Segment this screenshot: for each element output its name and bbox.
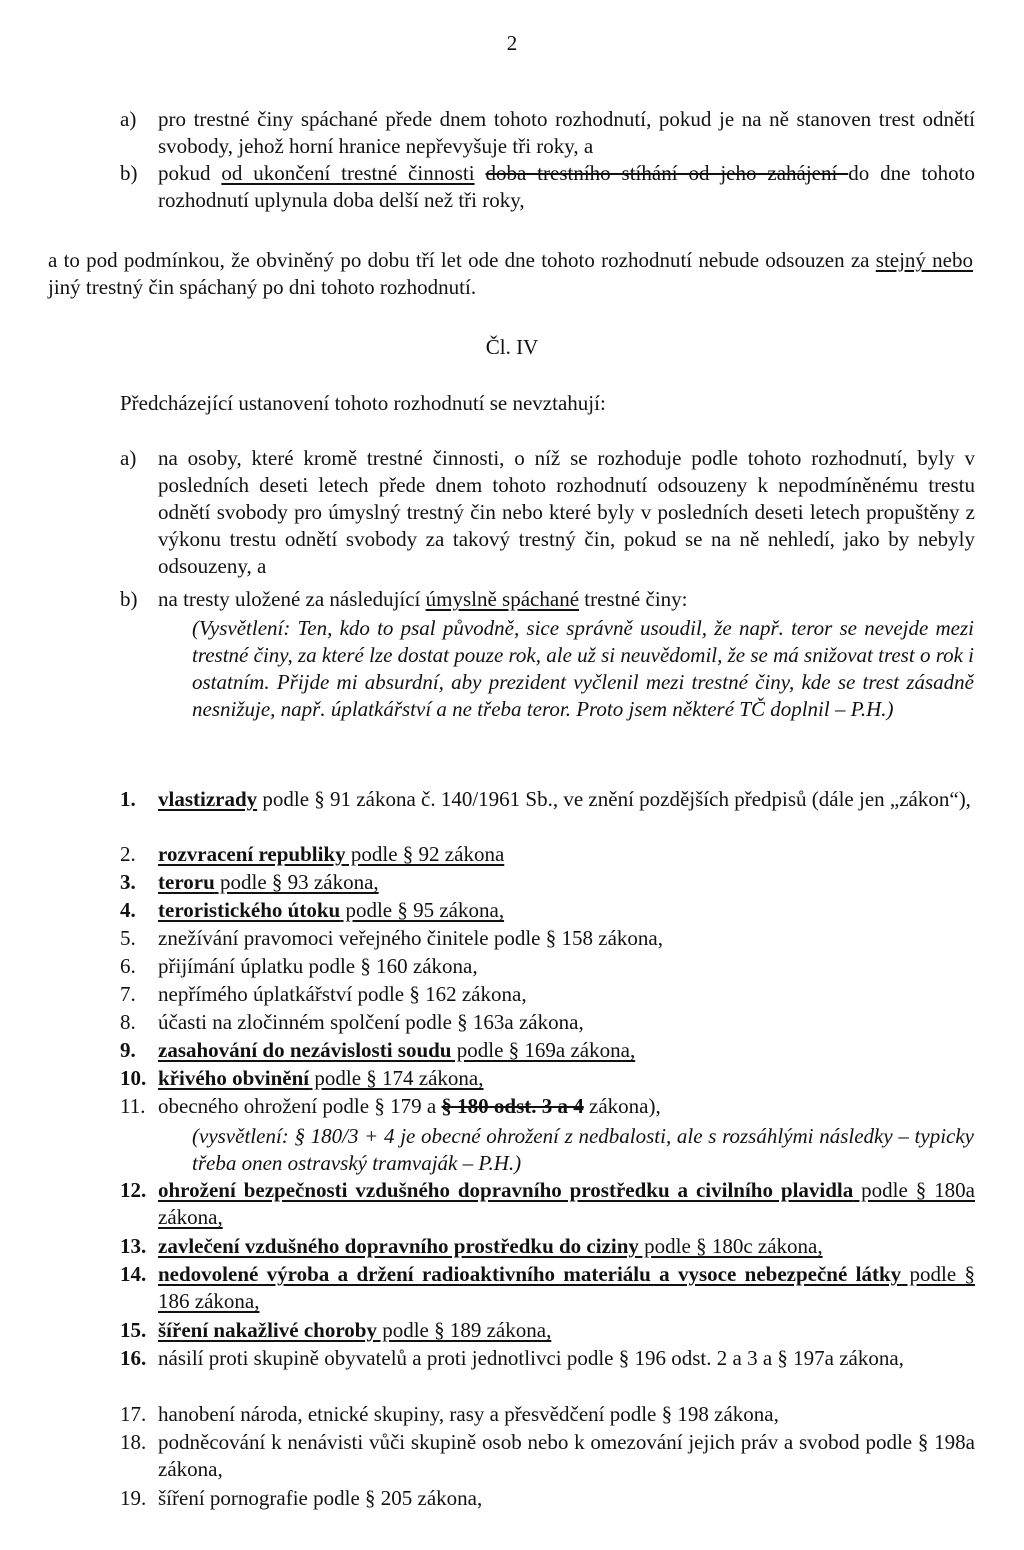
item-text: podněcování k nenávisti vůči skupině osob nebo k omezování jejich práv a svobod podle § 198a zákona, xyxy=(158,1430,975,1481)
inserted-text: stejný nebo xyxy=(875,248,974,272)
item-text: pokud od ukončení trestné činnosti doba trestního stíhání od jeho zahájení do dne tohoto rozhodnutí uplynula doba delší než tři roky, xyxy=(158,161,976,212)
item-text: znežívání pravomoci veřejného činitele podle § 158 zákona, xyxy=(158,926,663,950)
item-number: 1. xyxy=(120,787,136,811)
deleted-text: § 180 odst. 3 a 4 xyxy=(441,1094,584,1118)
item-number: 10. xyxy=(120,1066,147,1090)
item-text: zasahování do nezávislosti soudu podle § 169a zákona, xyxy=(158,1038,636,1062)
inserted-text: úmyslně spáchané xyxy=(425,587,580,611)
item-text: šíření nakažlivé choroby podle § 189 zákona, xyxy=(158,1318,552,1342)
item-text: nepřímého úplatkářství podle § 162 zákona, xyxy=(158,982,527,1006)
item-number: 14. xyxy=(120,1262,147,1286)
list-item xyxy=(120,160,975,214)
item-number: 18. xyxy=(120,1430,147,1454)
item-text: rozvracení republiky podle § 92 zákona xyxy=(158,842,505,866)
page-number: 2 xyxy=(506,31,518,55)
item-number: 19. xyxy=(120,1486,147,1510)
item-number: 3. xyxy=(120,870,136,894)
item-text: nedovolené výroba a držení radioaktivního materiálu a vysoce nebezpečné látky podle § 186 zákona, xyxy=(158,1262,975,1313)
item-number: 9. xyxy=(120,1038,136,1062)
item-text: šíření pornografie podle § 205 zákona, xyxy=(158,1486,483,1510)
explanation-note: (Vysvětlení: Ten, kdo to psal původně, sice správně usoudil, že např. teror se nevejde mezi trestné činy, za které lze dostat pouze rok, ale už si neuvědomil, že se má snižovat trest o rok i ostatním. Přijde mi absurdní, aby prezident vyčlenil mezi trestné činy, kde se trest zásadně nesnižuje, např. úplatkářství a ne třeba teror. Proto jsem některé TČ doplnil – P.H.) xyxy=(192,616,974,721)
condition-paragraph: a to pod podmínkou, že obviněný po dobu tří let ode dne tohoto rozhodnutí nebude odsouzen za stejný nebo jiný trestný čin spáchaný po dni tohoto rozhodnutí. xyxy=(48,248,974,299)
item-label: b) xyxy=(120,161,138,185)
item-text: účasti na zločinném spolčení podle § 163a zákona, xyxy=(158,1010,584,1034)
item-number: 13. xyxy=(120,1234,147,1258)
item-number: 11. xyxy=(120,1094,146,1118)
inserted-text: od ukončení trestné činnosti xyxy=(221,161,475,185)
item-text: křivého obvinění podle § 174 zákona, xyxy=(158,1066,484,1090)
item-text: hanobení národa, etnické skupiny, rasy a přesvědčení podle § 198 zákona, xyxy=(158,1402,779,1426)
item-number: 2. xyxy=(120,842,136,866)
explanation-note: (vysvětlení: § 180/3 + 4 je obecné ohrožení z nedbalosti, ale s rozsáhlými následky – typicky třeba onen ostravský tramvaják – P.H.) xyxy=(192,1124,974,1175)
article-heading: Čl. IV xyxy=(485,335,539,359)
item-number: 5. xyxy=(120,926,136,950)
item-number: 12. xyxy=(120,1178,147,1202)
item-label: a) xyxy=(120,107,137,131)
item-text: na tresty uložené za následující úmyslně spáchané trestné činy: xyxy=(158,587,688,611)
item-text: pro trestné činy spáchané přede dnem tohoto rozhodnutí, pokud je na ně stanoven trest odnětí svobody, jehož horní hranice nepřevyšuje tři roky, a xyxy=(158,107,975,158)
intro-paragraph: Předcházející ustanovení tohoto rozhodnutí se nevztahují: xyxy=(120,391,606,415)
item-text: obecného ohrožení podle § 179 a § 180 odst. 3 a 4 zákona), xyxy=(158,1094,661,1118)
item-text: vlastizrady podle § 91 zákona č. 140/1961 Sb., ve znění pozdějších předpisů (dále jen „zákon“), xyxy=(158,787,971,811)
item-number: 4. xyxy=(120,898,136,922)
item-number: 7. xyxy=(120,982,136,1006)
item-number: 8. xyxy=(120,1010,136,1034)
item-number: 6. xyxy=(120,954,136,978)
item-label: b) xyxy=(120,587,138,611)
item-text: násilí proti skupině obyvatelů a proti jednotlivci podle § 196 odst. 2 a 3 a § 197a zákona, xyxy=(158,1346,904,1370)
item-number: 15. xyxy=(120,1318,147,1342)
item-text: přijímání úplatku podle § 160 zákona, xyxy=(158,954,478,978)
item-text: na osoby, které kromě trestné činnosti, o níž se rozhoduje podle tohoto rozhodnutí, byly v posledních deseti letech přede dnem tohoto rozhodnutí odsouzeny k nepodmíněnému trestu odnětí svobody pro úmyslný trestný čin nebo které byly v posledních deseti letech propuštěny z výkonu trestu odnětí svobody za takový trestný čin, pokud se na ně nehledí, jako by nebyly odsouzeny, a xyxy=(158,446,975,578)
item-text: ohrožení bezpečnosti vzdušného dopravního prostředku a civilního plavidla podle § 180a zákona, xyxy=(158,1178,975,1229)
list-item xyxy=(120,586,975,613)
item-label: a) xyxy=(120,446,137,470)
item-text: teroru podle § 93 zákona, xyxy=(158,870,379,894)
item-number: 17. xyxy=(120,1402,147,1426)
list-item xyxy=(120,445,975,585)
list-item xyxy=(120,106,975,160)
item-text: teroristického útoku podle § 95 zákona, xyxy=(158,898,505,922)
item-text: zavlečení vzdušného dopravního prostředku do ciziny podle § 180c zákona, xyxy=(158,1234,823,1258)
item-number: 16. xyxy=(120,1346,147,1370)
deleted-text: doba trestního stíhání od jeho zahájení xyxy=(485,161,849,185)
